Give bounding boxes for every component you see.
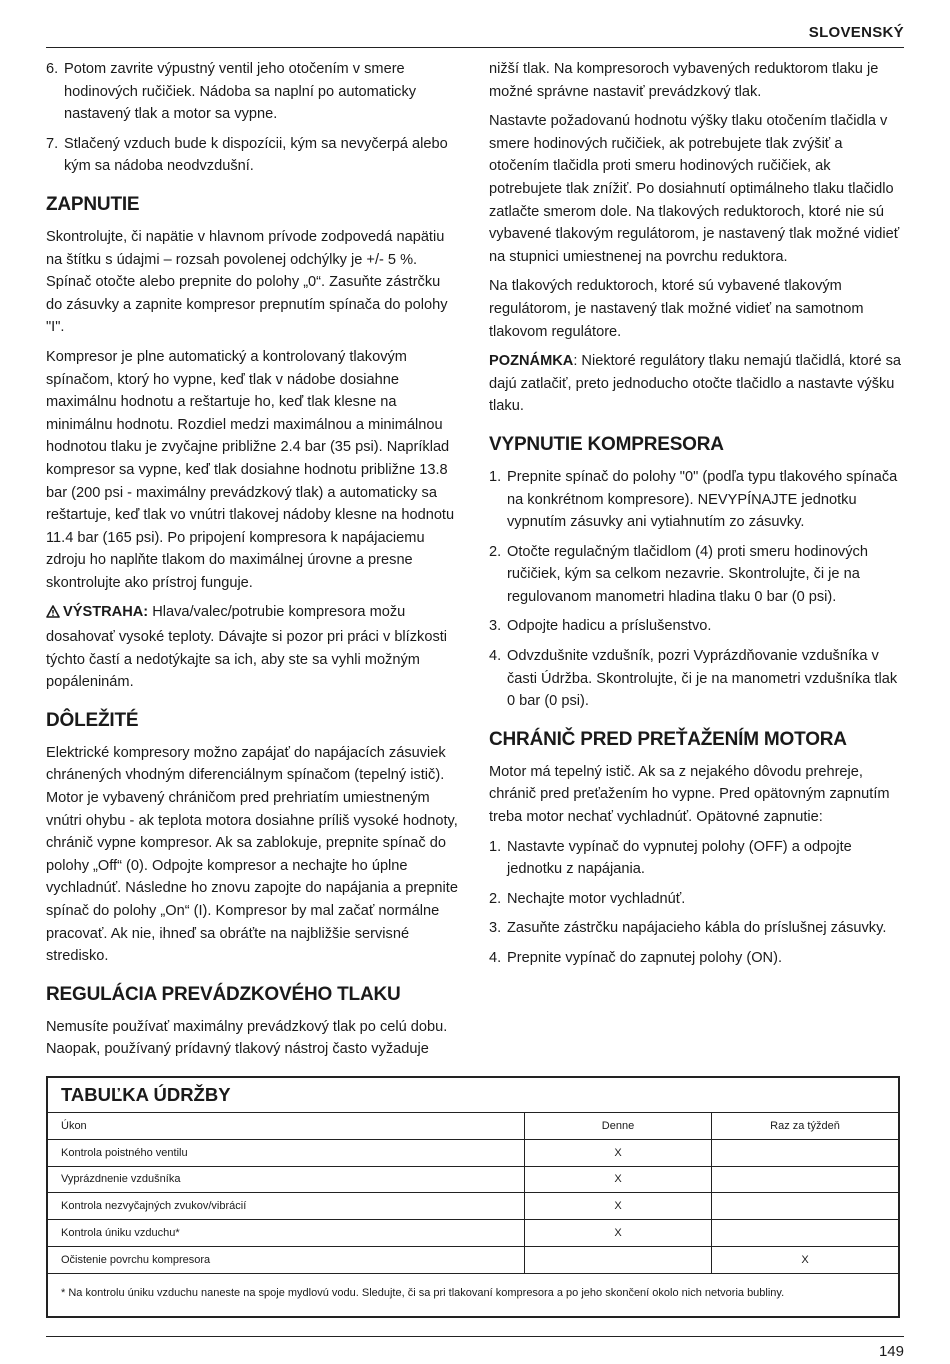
daily-cell: X bbox=[525, 1139, 712, 1166]
weekly-cell bbox=[712, 1139, 899, 1166]
warning-triangle-icon bbox=[46, 603, 60, 626]
header-divider bbox=[46, 47, 904, 48]
paragraph: nižší tlak. Na kompresoroch vybavených reduktorom tlaku je možné správne nastaviť prevádzkový tlak. bbox=[489, 61, 879, 100]
weekly-cell: X bbox=[712, 1246, 899, 1273]
warning-text: Hlava/valec/potrubie kompresora možu dosahovať vysoké teploty. Dávajte si pozor pri práci v blízkosti týchto častí a nedotýkajte sa ich, aby ste sa vyhli možným popáleninám. bbox=[46, 604, 448, 691]
list-item: 7. Stlačený vzduch bude k dispozícii, kým sa nevyčerpá alebo kým sa nádoba neodvzdušní. bbox=[46, 135, 448, 175]
page-number: 149 bbox=[878, 1343, 904, 1360]
vypnutie-steps-list bbox=[489, 466, 903, 713]
weekly-cell bbox=[712, 1220, 899, 1247]
table-row bbox=[48, 1193, 898, 1220]
note-label: POZNÁMKA bbox=[489, 353, 574, 370]
task-cell: Kontrola poistného ventilu bbox=[48, 1139, 525, 1166]
daily-cell: X bbox=[525, 1193, 712, 1220]
left-column bbox=[46, 58, 460, 1068]
paragraph: Motor má tepelný istič. Ak sa z nejakého dôvodu prehreje, chránič pred preťažením ho vypne. Pred opätovným zapnutím treba motor nechať vychladnúť. Opätovné zapnutie: bbox=[489, 763, 890, 826]
list-item: 6. Potom zavrite výpustný ventil jeho otočením v smere hodinových ručičiek. Nádoba sa naplní po automaticky nastavený tlak a motor sa vypne. bbox=[46, 61, 417, 123]
list-item: 2. Nechajte motor vychladnúť. bbox=[489, 890, 686, 907]
header-cell: Úkon bbox=[48, 1113, 525, 1139]
list-item: 2. Otočte regulačným tlačidlom (4) proti smeru hodinových ručičiek, kým sa celkom nezavrie. Skontrolujte, či je na regulovanom manometri hladina tlaku 0 bar (0 psi). bbox=[489, 543, 868, 605]
note-text: : Niektoré regulátory tlaku nemajú tlačidlá, ktoré sa dajú zatlačiť, preto jednoducho otočte tlačidlo a nastavte výšku tlaku. bbox=[489, 353, 902, 415]
paragraph: Na tlakových reduktoroch, ktoré sú vybavené tlakovým regulátorom, je nastavený tlak možné vidieť na samotnom tlakovom regulátore. bbox=[489, 278, 864, 340]
paragraph: Elektrické kompresory možno zapájať do napájacích zásuviek chránených vhodným diferenciálnym spínačom (tepelný istič). Motor je vybavený chráničom pred prehriatím umiestneným vnútri ohybu - ak teplota motora dosiahne príliš vysoké hodnoty, chránič vypne kompresor. Ak sa zablokuje, prepnite spínač do polohy „Off“ (0). Odpojte kompresor a nechajte ho úplne vychladnúť. Následne ho znovu zapojte do napájania a prepnite spínač do polohy „On“ (I). Kompresor by mal začať normálne pracovať. Ak nie, ihneď sa obráťte na najbližšie servisné stredisko. bbox=[46, 744, 458, 965]
right-column bbox=[489, 58, 903, 977]
table-row bbox=[48, 1139, 898, 1166]
table-row bbox=[48, 1220, 898, 1247]
warning-paragraph bbox=[46, 601, 460, 693]
chranic-steps-list bbox=[489, 836, 903, 970]
daily-cell: X bbox=[525, 1220, 712, 1247]
section-title-vypnutie: VYPNUTIE KOMPRESORA bbox=[489, 433, 724, 455]
list-item: 3. Zasuňte zástrčku napájacieho kábla do príslušnej zásuvky. bbox=[489, 920, 887, 937]
table-row bbox=[48, 1246, 898, 1273]
note-paragraph bbox=[489, 350, 903, 418]
header-cell: Raz za týždeň bbox=[712, 1113, 899, 1139]
paragraph: Nemusíte používať maximálny prevádzkový tlak po celú dobu. Naopak, používaný prídavný tlakový nástroj často vyžaduje bbox=[46, 1018, 448, 1058]
section-title-zapnutie: ZAPNUTIE bbox=[46, 193, 140, 215]
header-cell: Denne bbox=[525, 1113, 712, 1139]
task-cell: Očistenie povrchu kompresora bbox=[48, 1246, 525, 1273]
paragraph: Nastavte požadovanú hodnotu výšky tlaku otočením tlačidla v smere hodinových ručičiek, ak potrebujete tlak zvýšiť a otočením tlačidla proti smeru hodinových ručičiek, ak potrebujete tlak znížiť. Po dosiahnutí optimálneho tlaku tlačidlo zatlačte smerom dole. Na tlakových reduktoroch, ktoré nie sú vybavené tlakovým regulátorom, je nastavený tlak možné vidieť na stupnici umiestnenej na povrchu reduktora. bbox=[489, 113, 900, 265]
section-title-regulacia: REGULÁCIA PREVÁDZKOVÉHO TLAKU bbox=[46, 983, 401, 1005]
intro-steps-list bbox=[46, 58, 460, 178]
daily-cell bbox=[525, 1246, 712, 1273]
list-item: 4. Prepnite vypínač do zapnutej polohy (ON). bbox=[489, 950, 783, 966]
paragraph: Skontrolujte, či napätie v hlavnom prívode zodpovedá napätiu na štítku s údajmi – rozsah povolenej odchýlky je +/- 5 %. Spínač otočte alebo prepnite do polohy „0“. Zasuňte zástrčku do zásuvky a zapnite kompresor prepnutím spínača do polohy "I". bbox=[46, 228, 448, 336]
table-footnote: * Na kontrolu úniku vzduchu naneste na spoje mydlovú vodu. Sledujte, či sa pri tlakovaní kompresora a po jeho skončení okolo nich netvoria bubliny. bbox=[61, 1286, 785, 1299]
task-cell: Kontrola nezvyčajných zvukov/vibrácií bbox=[48, 1193, 525, 1220]
weekly-cell bbox=[712, 1193, 899, 1220]
table-header-row bbox=[48, 1113, 898, 1139]
maintenance-table bbox=[46, 1076, 900, 1318]
language-label: SLOVENSKÝ bbox=[808, 24, 904, 41]
task-cell: Kontrola úniku vzduchu* bbox=[48, 1220, 525, 1247]
list-item: 3. Odpojte hadicu a príslušenstvo. bbox=[489, 618, 712, 635]
table-row bbox=[48, 1166, 898, 1193]
section-title-dolezite: DÔLEŽITÉ bbox=[46, 709, 139, 731]
daily-cell: X bbox=[525, 1166, 712, 1193]
list-item: 1. Prepnite spínač do polohy "0" (podľa typu tlakového spínača na konkrétnom kompresore). NEVYPÍNAJTE jednotku vypnutím zásuvky ani vytiahnutím zo zásuvky. bbox=[489, 468, 898, 531]
paragraph: Kompresor je plne automatický a kontrolovaný tlakovým spínačom, ktorý ho vypne, keď tlak v nádobe dosiahne maximálnu hodnotu a reštartuje ho, keď tlak klesne na minimálnu hodnotu. Rozdiel medzi maximálnou a minimálnou hodnotou tlaku je zvyčajne približne 2.4 bar (35 psi). Napríklad kompresor sa vypne, keď tlak dosiahne hodnotu približne 13.8 bar (200 psi - maximálny prevádzkový tlak) a automaticky sa reštartuje, keď tlak vo vnútri tlakovej nádoby klesne na hodnotu 11.4 bar (165 psi). Po pripojení kompresora k napájaciemu zdroju ho naplňte tlakom do maximálnej úrovne a presne skontrolujte ako prístroj funguje. bbox=[46, 348, 455, 591]
maintenance-grid bbox=[48, 1113, 898, 1274]
list-item: 4. Odvzdušnite vzdušník, pozri Vyprázdňovanie vzdušníka v časti Údržba. Skontrolujte, či je na manometri vzdušníka tlak 0 bar (0 psi). bbox=[489, 648, 898, 710]
list-item: 1. Nastavte vypínač do vypnutej polohy (OFF) a odpojte jednotku z napájania. bbox=[489, 838, 852, 878]
footer-divider bbox=[46, 1336, 904, 1337]
table-title: TABUĽKA ÚDRŽBY bbox=[48, 1078, 898, 1113]
warning-label: VÝSTRAHA: bbox=[63, 604, 149, 621]
weekly-cell bbox=[712, 1166, 899, 1193]
section-title-chranic: CHRÁNIČ PRED PREŤAŽENÍM MOTORA bbox=[489, 728, 847, 750]
task-cell: Vyprázdnenie vzdušníka bbox=[48, 1166, 525, 1193]
